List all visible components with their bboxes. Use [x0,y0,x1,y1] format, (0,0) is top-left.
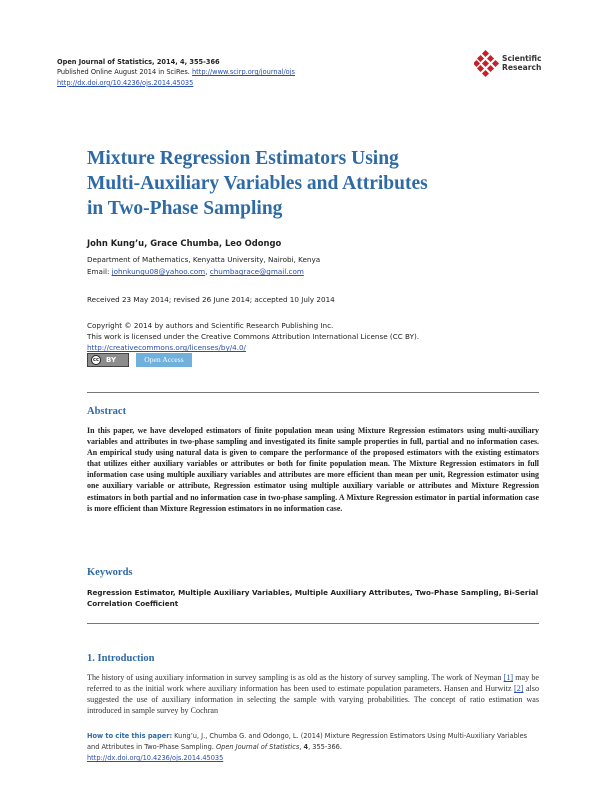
intro-text-part: also suggested the use of auxiliary information in selecting the sample with varying probabilities. The concept of ratio estimation was introduced in sample survey by Cochran [87,684,540,716]
reference-link-2[interactable]: [2] [514,684,524,694]
journal-url-link[interactable]: http://www.scirp.org/journal/ojs [191,68,295,77]
copyright-notice: Copyright © 2014 by authors and Scientific Research Publishing Inc. [87,321,334,330]
email-link-2[interactable]: chumbagrace@gmail.com [209,267,304,276]
keywords-heading: Keywords [87,567,133,578]
introduction-heading: 1. Introduction [87,653,155,664]
cite-pages: , 355-366. [308,743,342,751]
license-url-link[interactable]: http://creativecommons.org/licenses/by/4.0/ [87,343,246,352]
cite-journal: Open Journal of Statistics [215,743,300,751]
intro-text-part: The history of using auxiliary information in survey sampling is as old as the history of survey sampling. The work of Neyman [87,673,504,682]
open-access-badge[interactable]: Open Access [136,353,192,367]
journal-header [57,57,295,88]
cite-volume: 4 [303,743,309,751]
cite-sep: , [299,743,304,751]
affiliation: Department of Mathematics, Kenyatta University, Nairobi, Kenya [87,255,321,264]
email-separator: , [205,267,210,276]
abstract-heading: Abstract [87,406,127,417]
logo-text-line2: Research [502,63,542,72]
received-dates: Received 23 May 2014; revised 26 June 2014; accepted 10 July 2014 [87,295,335,304]
cite-doi-link[interactable]: http://dx.doi.org/10.4236/ojs.2014.45035 [87,754,224,762]
email-link-1[interactable]: johnkungu08@yahoo.com [111,267,206,276]
email-line [87,266,304,278]
published-prefix: Published Online August 2014 in SciRes. [57,68,192,77]
reference-link-1[interactable]: [1] [503,673,514,682]
license-url-line [87,342,246,353]
cc-icon: cc [91,355,101,365]
divider [87,623,539,624]
email-label: Email: [87,267,112,276]
cc-by-badge[interactable] [87,353,129,367]
abstract-text: In this paper, we have developed estimators of finite population mean using Mixture Regression estimators using multi-auxiliary variables and attributes in two-phase sampling and investigated its finite sample properties in full, partial and no information cases. An empirical study using natural data is given to compare the performance of the proposed estimators with the existing estimators that utilizes either auxiliary variables or attributes or both for finite population mean. The Mixture Regression estimators in full information case using multiple auxiliary variables and attributes are more efficient than mean per unit, Regression estimator using one auxiliary variable or attribute, Regression estimator using multiple auxiliary variable or attributes and Mixture Regression estimators in both partial and no information case in two-phase sampling. A Mixture Regression estimator in partial information case is more efficient than Mixture Regression estimators in no information case. [87,426,539,513]
published-line [57,67,295,77]
cite-label: How to cite this paper: [87,732,173,740]
keywords-text: Regression Estimator, Multiple Auxiliary Variables, Multiple Auxiliary Attributes, Two-Phase Sampling, Bi-Serial Correlation Coefficient [87,588,539,608]
logo-text [502,54,542,72]
scirp-logo-icon [474,50,500,78]
title-line: in Two-Phase Sampling [87,198,283,219]
divider [87,392,539,393]
how-to-cite [87,731,539,764]
cite-text: Kung’u, J., Chumba G. and Odongo, L. (2014) Mixture Regression Estimators Using Multi-Auxiliary Variables and Attributes in Two-Phase Sampling. [87,732,528,751]
scientific-research-logo[interactable] [474,50,544,82]
paper-title [87,146,547,221]
authors: John Kung’u, Grace Chumba, Leo Odongo [87,238,282,248]
title-line: Mixture Regression Estimators Using [87,148,399,169]
doi-link[interactable]: http://dx.doi.org/10.4236/ojs.2014.45035 [57,78,194,87]
doi-line [57,78,295,88]
title-line: Multi-Auxiliary Variables and Attributes [87,173,428,194]
logo-text-line1: Scientific [502,54,542,63]
cc-by-label: BY [106,356,117,364]
introduction-text [87,672,539,716]
license-notice: This work is licensed under the Creative Commons Attribution International License (CC BY). [87,332,420,341]
intro-text-part: may be referred to as the initial work where auxiliary information has been used to estimate population parameters. Hansen and Hurwitz [87,673,539,694]
journal-citation: Open Journal of Statistics, 2014, 4, 355-366 [57,58,220,66]
